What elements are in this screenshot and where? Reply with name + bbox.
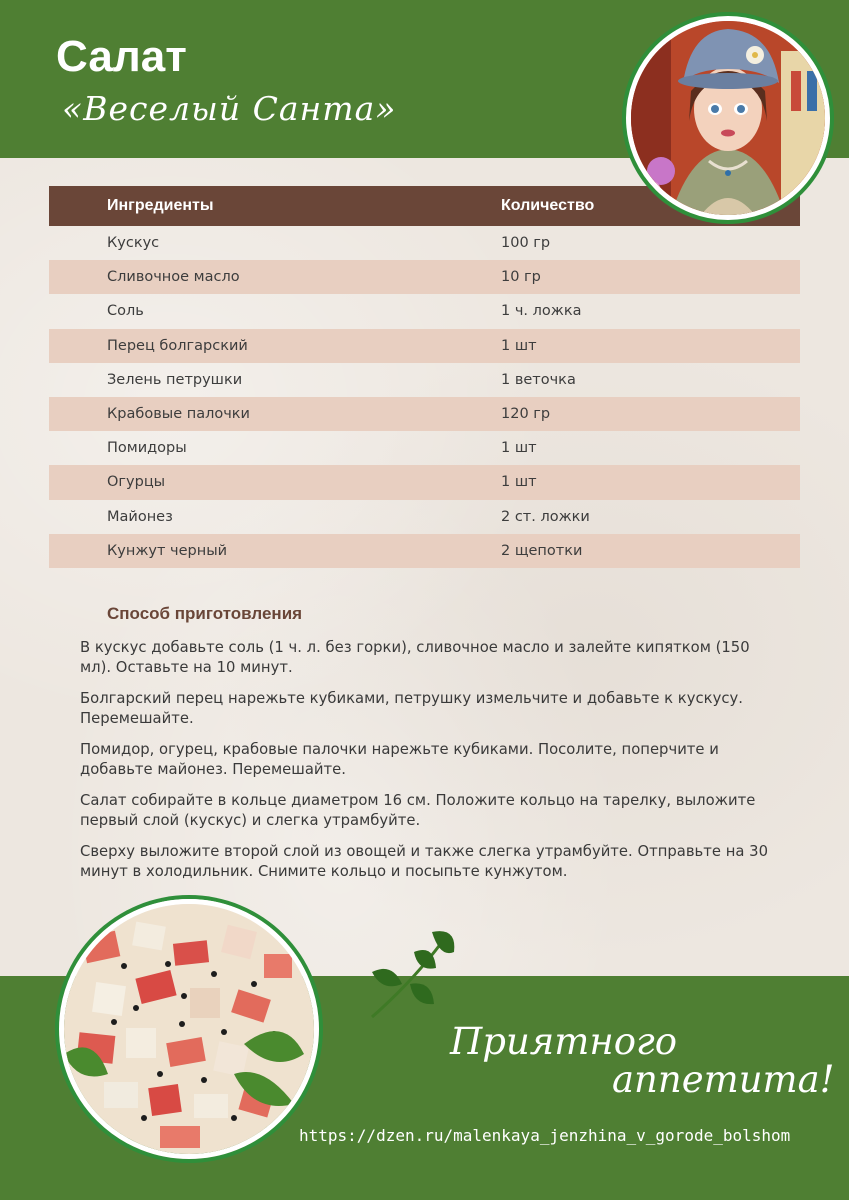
ingredient-quantity: 1 веточка [501,371,576,388]
salad-photo [59,899,319,1159]
ingredient-quantity: 100 гр [501,235,551,251]
ingredient-name: Перец болгарский [107,337,248,354]
method-step: Сверху выложите второй слой из овощей и также слегка утрамбуйте. Отправьте на 30 минут в холодильник. Снимите кольцо и посыпьте кунжутом. [80,843,768,880]
method-step: В кускус добавьте соль (1 ч. л. без горки), сливочное масло и залейте кипятком (150 мл). Оставьте на 10 минут. [80,639,750,676]
table-row [49,260,800,294]
table-row [49,294,800,328]
table-row [49,465,800,499]
ingredients-table [49,186,800,568]
method-step: Болгарский перец нарежьте кубиками, петрушку измельчите и добавьте к кускусу. Перемешайте. [80,690,743,727]
ingredient-quantity: 1 ч. ложка [501,303,582,320]
table-row [49,329,800,363]
ingredient-quantity: 2 щепотки [501,542,583,559]
ingredient-name: Огурцы [107,474,166,491]
portrait-illustration [626,16,830,220]
method-steps [80,638,785,893]
ingredient-name: Соль [107,303,144,320]
method-heading: Способ приготовления [107,604,303,623]
column-header-ingredients: Ингредиенты [107,197,214,214]
table-row [49,431,800,465]
method-step: Помидор, огурец, крабовые палочки нарежьте кубиками. Посолите, поперчите и добавьте майонез. Перемешайте. [80,741,719,778]
farewell-line-2: аппетита! [612,1058,835,1101]
table-row [49,534,800,568]
table-row [49,397,800,431]
parsley-icon [362,922,462,1022]
ingredient-quantity: 120 гр [501,405,551,422]
ingredient-quantity: 1 шт [501,474,537,491]
page-title: Салат [56,32,187,81]
ingredient-quantity: 1 шт [501,337,537,354]
ingredient-name: Зелень петрушки [107,371,243,388]
method-step: Салат собирайте в кольце диаметром 16 см. Положите кольцо на тарелку, выложите первый слой (кускус) и слегка утрамбуйте. [80,792,756,829]
ingredient-quantity: 1 шт [501,440,537,457]
recipe-subtitle: «Веселый Санта» [62,89,397,128]
parsley-decoration [362,922,462,1022]
salad-plate-icon [64,904,314,1154]
ingredient-name: Кунжут черный [107,542,228,559]
ingredient-quantity: 10 гр [501,269,541,286]
woman-portrait-icon [631,21,825,215]
ingredient-name: Кускус [107,235,160,251]
farewell-line-1: Приятного [450,1020,677,1063]
ingredient-name: Крабовые палочки [107,405,250,422]
column-header-quantity: Количество [501,197,595,214]
source-link[interactable]: https://dzen.ru/malenkaya_jenzhina_v_gorode_bolshom [299,1126,791,1145]
table-row [49,363,800,397]
ingredient-name: Сливочное масло [107,269,240,286]
table-row [49,500,800,534]
table-row [49,226,800,260]
ingredient-quantity: 2 ст. ложки [501,508,590,525]
ingredient-name: Майонез [107,508,173,525]
ingredient-name: Помидоры [107,440,187,457]
